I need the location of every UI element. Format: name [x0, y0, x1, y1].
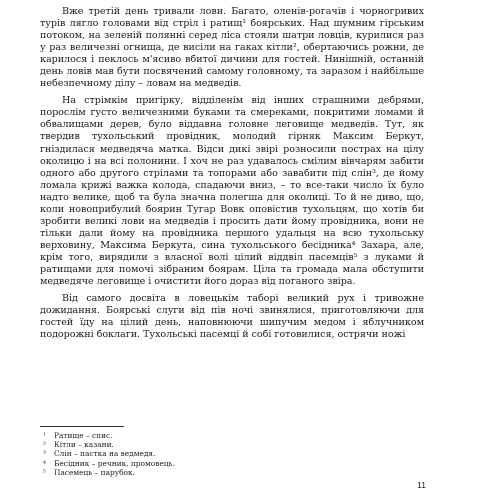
paragraph-2: На стрімкім пригірку, відділенім від інших страшними дебрями, порослім густо величезними буками та смереками, покритими ломами й обвалищами дерев, було віддавна головне леговище медведів. Тут, як твердив тухольський провідник, молодий гірняк Максим Беркут, гніздилася медведяча матка. Відси дикі звірі розносили пострах на цілу околицю і на всі полонини. І хоч не раз удавалось смілим вівчарям забити одного або другого стрілами та топорами або завабити під слін³, де йому ломала крижі важка колода, спадаючи вниз, – то все-таки число їх було надто велике, щоб та була значна полегша для околиці. То й не диво, що, коли новоприбулий боярин Тугар Вовк оповістив тухольцям, що хотів би зробити великі лови на медведів і просить дати йому провідника, вони не тільки дали йому на провідника першого удальця на всю тухольську верховину, Максима Беркута, сина тухольського бесідника⁴ Захара, але, крім того, вирядили з власної волі цілий віддвіл пасемців⁵ з луками й ратищами для помочі зібраним боярам. Ціла та громада мала обступити медведяче леговище і очистити його дораз від поганого звіра. — [40, 95, 424, 288]
footnote-number: ² — [43, 440, 46, 450]
footnote-text: Пасемець – парубок. — [54, 467, 135, 477]
footnote-text: Кітли – казани. — [54, 440, 114, 450]
footnote-3 — [40, 449, 424, 458]
footnote-number: ⁵ — [43, 467, 46, 477]
footnote-text: Слін – пастка на ведмедя. — [54, 449, 156, 459]
footnote-1 — [40, 431, 424, 440]
footnote-text: Бесідник – речник, промовець. — [54, 458, 175, 468]
footnote-number: ⁴ — [43, 458, 46, 468]
footnote-4 — [40, 459, 424, 468]
paragraph-3: Від самого досвіта в ловецькім таборі великий рух і тривожне дожидання. Боярські слуги від пів ночі звинялися, приготовляючи для гостей їду на цілий день, наповнюючи шипучим медом і яблучником подорожні боклаги. Тухольські пасемці й собі готовилися, острячи ножі — [40, 293, 424, 341]
footnote-divider — [40, 426, 124, 427]
footnotes — [40, 426, 424, 477]
paragraph-1: Вже третій день тривали лови. Багато, оленів-рогачів і чорногривих турів лягло головами від стріл і ратищ¹ боярських. Над шумним гірським потоком, на зеленій полянні серед ліса стояли шатри ловців, курилися раз у раз величезні огнища, де висіли на гаках кітли², обертаючись рожни, де карилося і пеклось м'ясиво вбитої дичини для гостей. Нинішній, останній день ловів мав бути посвячений самому головному, та заразом і найбільше небезпечному ділу – ловам на медведів. — [40, 6, 424, 90]
footnote-number: ³ — [43, 449, 46, 459]
page-body — [40, 6, 424, 341]
footnote-5 — [40, 468, 424, 477]
footnote-2 — [40, 440, 424, 449]
footnote-number: ¹ — [43, 431, 46, 440]
footnote-text: Ратище – спис. — [54, 431, 113, 440]
page-number: 11 — [417, 480, 426, 490]
